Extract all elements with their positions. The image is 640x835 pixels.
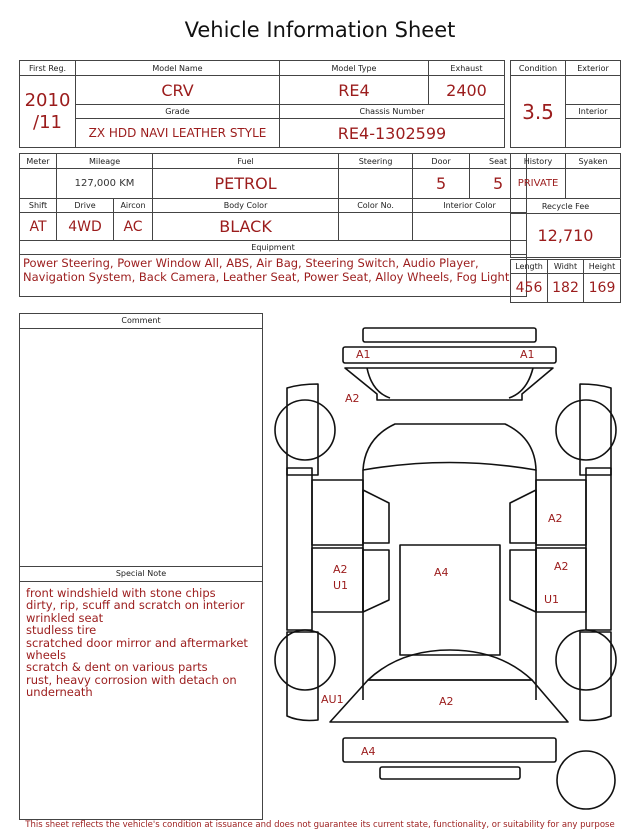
chassis-number-label: Chassis Number: [280, 105, 505, 119]
chassis-number-value: RE4-1302599: [280, 119, 505, 148]
condition-value: 3.5: [511, 76, 566, 148]
fuel-label: Fuel: [153, 154, 339, 169]
special-note-item: studless tire: [26, 623, 97, 638]
vehicle-damage-diagram: [268, 318, 630, 818]
first-reg-value: [20, 76, 76, 148]
special-note-item: scratch & dent on various parts: [26, 660, 208, 675]
comment-box: [19, 313, 263, 567]
special-note-list: [26, 587, 258, 699]
meter-value: [20, 169, 57, 199]
body-color-value: BLACK: [153, 213, 339, 241]
first-reg-label: First Reg.: [20, 61, 76, 76]
comment-label: Comment: [20, 314, 262, 329]
damage-code: U1: [333, 579, 349, 592]
specs-table: [19, 153, 527, 297]
damage-code: AU1: [321, 693, 344, 706]
right-headlight: [509, 368, 533, 398]
right-front-fender: [580, 384, 611, 475]
special-note-item: wrinkled seat: [26, 610, 104, 625]
aircon-label: Aircon: [114, 199, 153, 213]
damage-code: A2: [333, 563, 348, 576]
rear-right-wheel: [556, 630, 616, 690]
right-front-window: [510, 490, 536, 543]
history-label: History: [511, 154, 566, 169]
left-front-fender: [287, 384, 318, 475]
footer-disclaimer: This sheet reflects the vehicle's condition at issuance and does not guarantee its current state, functionality, or suitability for any purpose: [25, 820, 615, 830]
shift-label: Shift: [20, 199, 57, 213]
special-note-box: [19, 566, 263, 820]
model-name-label: Model Name: [76, 61, 280, 76]
equipment-value: Power Steering, Power Window All, ABS, Air Bag, Steering Switch, Audio Player, Navigation System, Back Camera, Leather Seat, Power Seat, Alloy Wheels, Fog Light: [20, 255, 527, 297]
special-note-item: rust, heavy corrosion with detach on underneath: [26, 672, 237, 700]
history-value: PRIVATE: [511, 169, 566, 199]
hood: [345, 368, 553, 400]
exterior-value: [566, 76, 621, 105]
width-label: Widht: [548, 260, 584, 274]
damage-code: A2: [439, 695, 454, 708]
special-note-item: scratched door mirror and aftermarket wheels: [26, 635, 248, 663]
damage-code: A4: [434, 566, 449, 579]
interior-label: Interior: [566, 105, 621, 119]
length-label: Length: [511, 260, 548, 274]
body-color-label: Body Color: [153, 199, 339, 213]
sheet-title: Vehicle Information Sheet: [184, 18, 456, 42]
rear-step: [380, 767, 520, 779]
model-type-label: Model Type: [280, 61, 429, 76]
right-rear-quarter: [580, 632, 611, 721]
shift-value: AT: [20, 213, 57, 241]
recycle-fee-table: [510, 198, 621, 258]
seat-value: 5: [470, 169, 527, 199]
damage-code: U1: [544, 593, 560, 606]
height-value: 169: [584, 274, 621, 303]
right-rear-window: [510, 550, 536, 612]
drive-label: Drive: [57, 199, 114, 213]
height-label: Height: [584, 260, 621, 274]
special-note-item: front windshield with stone chips: [26, 586, 216, 600]
exhaust-label: Exhaust: [429, 61, 505, 76]
syaken-value: [566, 169, 621, 199]
drive-value: 4WD: [57, 213, 114, 241]
condition-table: [510, 60, 621, 148]
history-table: [510, 153, 621, 199]
model-info-table: [19, 60, 505, 148]
aircon-value: AC: [114, 213, 153, 241]
first-reg-month: /11: [33, 111, 62, 133]
front-right-wheel: [556, 400, 616, 460]
left-rear-quarter: [287, 632, 318, 721]
model-name-value: CRV: [76, 76, 280, 105]
recycle-fee-value: 12,710: [511, 214, 621, 258]
mileage-value: 127,000 KM: [57, 169, 153, 199]
left-rear-window: [363, 550, 389, 612]
exhaust-value: 2400: [429, 76, 505, 105]
interior-value: [566, 119, 621, 148]
length-value: 456: [511, 274, 548, 303]
damage-code: A1: [356, 348, 371, 361]
left-front-door: [312, 480, 363, 545]
seat-label: Seat: [470, 154, 527, 169]
recycle-fee-label: Recycle Fee: [511, 199, 621, 214]
exterior-label: Exterior: [566, 61, 621, 76]
door-value: 5: [413, 169, 470, 199]
left-side-sill: [287, 468, 312, 630]
special-note-item: dirty, rip, scuff and scratch on interior: [26, 598, 245, 613]
mileage-label: Mileage: [57, 154, 153, 169]
dimensions-table: [510, 259, 621, 303]
right-side-sill: [586, 468, 611, 630]
damage-code: A2: [548, 512, 563, 525]
door-label: Door: [413, 154, 470, 169]
syaken-label: Syaken: [566, 154, 621, 169]
condition-label: Condition: [511, 61, 566, 76]
width-value: 182: [548, 274, 584, 303]
front-left-wheel: [275, 400, 335, 460]
first-reg-year: 2010: [24, 89, 71, 111]
roof: [400, 545, 500, 655]
left-headlight: [367, 368, 390, 398]
left-front-window: [363, 490, 389, 543]
color-no-label: Color No.: [339, 199, 413, 213]
damage-code: A4: [361, 745, 376, 758]
front-bumper-top: [363, 328, 536, 342]
damage-code: A2: [345, 392, 360, 405]
color-no-value: [339, 213, 413, 241]
damage-code: A1: [520, 348, 535, 361]
grade-label: Grade: [76, 105, 280, 119]
spare-wheel: [557, 751, 615, 809]
front-windshield: [363, 424, 536, 470]
grade-value: ZX HDD NAVI LEATHER STYLE: [76, 119, 280, 148]
meter-label: Meter: [20, 154, 57, 169]
special-note-label: Special Note: [20, 567, 262, 582]
fuel-value: PETROL: [153, 169, 339, 199]
equipment-label: Equipment: [20, 241, 527, 255]
steering-value: [339, 169, 413, 199]
steering-label: Steering: [339, 154, 413, 169]
model-type-value: RE4: [280, 76, 429, 105]
interior-color-label: Interior Color: [413, 199, 527, 213]
damage-code: A2: [554, 560, 569, 573]
rear-left-wheel: [275, 630, 335, 690]
